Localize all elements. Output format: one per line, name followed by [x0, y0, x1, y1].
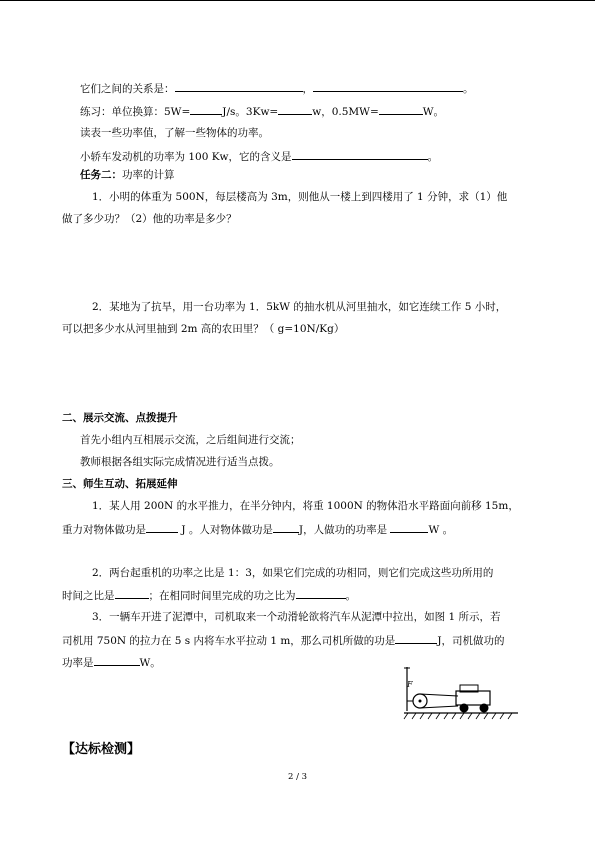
blank-car-meaning[interactable]	[292, 148, 428, 160]
section-heading-test: 【达标检测】	[62, 742, 141, 757]
line-relation: 它们之间的关系是： ， 。	[80, 80, 474, 96]
ext-problem-3-line-2: 司机用 750N 的拉力在 5 s 内将车水平拉动 1 m，那么司机所做的功是 J，司机做功的	[62, 632, 505, 648]
ext-problem-2-line-2: 时间之比是 ；在相同时间里完成的功之比为 。	[62, 587, 356, 603]
section-heading-3: 三、师生互动、拓展延伸	[62, 478, 178, 490]
problem-2-line-2: 可以把多少水从河里抽到 2m 高的农田里？（ g=10N/Kg）	[62, 323, 345, 335]
page-number: 2 / 3	[287, 772, 308, 782]
blank-driver-power[interactable]	[94, 654, 140, 666]
ext-problem-3-line-3: 功率是 W。	[62, 654, 161, 670]
blank-5w[interactable]	[190, 103, 222, 115]
ext-problem-2-line-1: 2．两台起重机的功率之比是 1：3，如果它们完成的功相同，则它们完成这些功所用的	[92, 567, 494, 579]
problem-1-line-1: 1．小明的体重为 500N，每层楼高为 3m，则他从一楼上到四楼用了 1 分钟，求（1）他	[92, 191, 508, 203]
line-teacher-guidance: 教师根据各组实际完成情况进行适当点拨。	[80, 456, 280, 468]
line-car-power: 小轿车发动机的功率为 100 Kw，它的含义是 。	[80, 148, 438, 164]
pulley-car-figure	[400, 665, 520, 725]
blank-3kw[interactable]	[278, 103, 312, 115]
ext-problem-1-line-2: 重力对物体做功是 J 。人对物体做功是 J，人做功的功率是 W 。	[62, 521, 453, 537]
blank-0-5mw[interactable]	[379, 103, 423, 115]
line-read-table: 读表一些功率值，了解一些物体的功率。	[80, 127, 269, 139]
line-unit-conversion: 练习：单位换算：5W= J/s。3Kw= w，0.5MW= W。	[80, 103, 444, 119]
blank-person-work[interactable]	[273, 521, 299, 533]
blank-driver-work[interactable]	[395, 632, 437, 644]
problem-1-line-2: 做了多少功？（2）他的功率是多少？	[62, 213, 237, 225]
line-group-exchange: 首先小组内互相展示交流，之后组间进行交流；	[80, 434, 301, 446]
blank-person-power[interactable]	[390, 521, 428, 533]
ext-problem-1-line-1: 1．某人用 200N 的水平推力，在半分钟内，将重 1000N 的物体沿水平路面向前移 15m，	[92, 500, 519, 512]
ext-problem-3-line-1: 3．一辆车开进了泥潭中，司机取来一个动滑轮欲将汽车从泥潭中拉出，如图 1 所示，若	[92, 611, 501, 623]
line-task-two: 任务二：功率的计算	[80, 169, 175, 181]
blank-gravity-work[interactable]	[146, 521, 178, 533]
blank-time-ratio[interactable]	[115, 587, 149, 599]
top-rule	[0, 0, 595, 1]
force-label: F	[407, 680, 413, 689]
section-heading-2: 二、展示交流、点拨提升	[62, 412, 178, 424]
blank-work-ratio[interactable]	[296, 587, 346, 599]
problem-2-line-1: 2．某地为了抗旱，用一台功率为 1．5kW 的抽水机从河里抽水，如它连续工作 5 小时，	[92, 301, 507, 313]
